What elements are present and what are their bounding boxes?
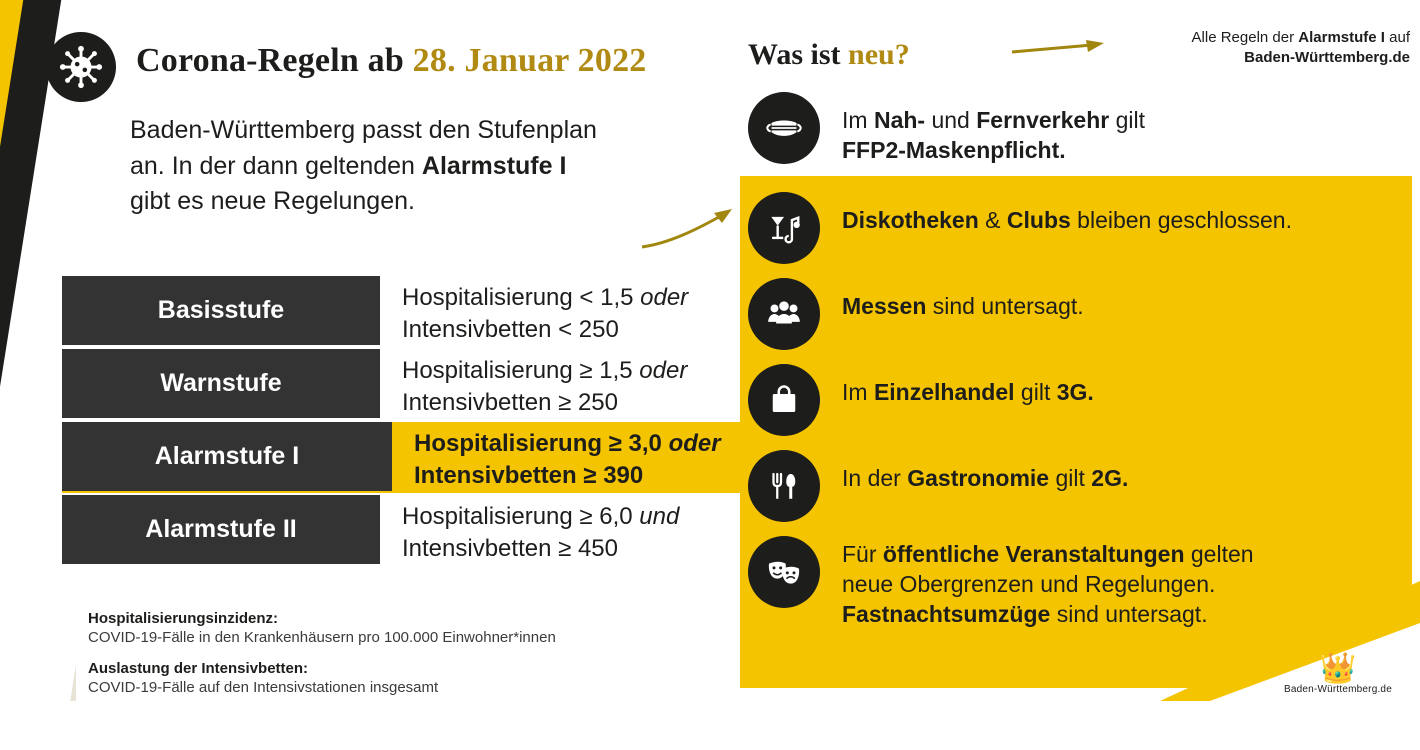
rule-text-part: Im [842,107,874,133]
stufe-name: Alarmstufe I [62,422,392,491]
rule-text [842,92,1145,166]
rule-text-part-bold: Gastronomie [907,465,1050,491]
rule-text-part: Für [842,541,883,567]
stufe-criteria-line1: Hospitalisierung ≥ 6,0 [402,503,640,530]
rule-text-part-bold: FFP2-Maskenpflicht. [842,136,1066,163]
section-heading [748,38,910,72]
intro-line-3: gibt es neue Regelungen. [130,187,415,215]
mask-icon [748,92,820,164]
section-heading-b: neu? [848,38,910,71]
intro-line-2-a: an. In der dann geltenden [130,151,422,180]
website-note-suffix: auf [1384,29,1410,46]
rules-list [748,192,1408,644]
page-title-date: 28. Januar 2022 [412,42,647,79]
intro-line-1: Baden-Württemberg passt den Stufenplan [130,116,597,144]
stufe-criteria-line2: Intensivbetten ≥ 450 [402,534,618,562]
rule-text-part: gilt [1049,465,1092,491]
stufe-criteria-line2: Intensivbetten ≥ 390 [414,461,644,489]
rule-item-einzelhandel [748,364,1408,436]
website-note-prefix: Alle Regeln der [1191,29,1299,46]
rule-item-mask [748,92,1408,166]
rule-item-veranstaltungen [748,536,1408,630]
footnote [88,660,748,696]
stufe-name: Warnstufe [62,349,380,418]
rule-text-part-bold: Diskotheken [842,207,979,233]
stufe-name: Alarmstufe II [62,495,380,564]
stufe-criteria-conj: oder [639,357,688,384]
page-title-prefix: Corona-Regeln ab [136,42,413,79]
crest-icon: 👑 [1319,652,1357,685]
rule-text [842,278,1084,322]
rule-text-part: gilt [1014,379,1057,405]
rule-text-part: gelten [1184,541,1254,567]
stufe-criteria-line2: Intensivbetten < 250 [402,315,619,343]
baden-wuerttemberg-logo [1278,654,1398,695]
website-note-line-2: Baden-Württemberg.de [1244,49,1410,67]
footnotes [88,610,748,710]
stufe-criteria [402,501,679,564]
stufe-criteria-line1: Hospitalisierung ≥ 3,0 [414,430,669,457]
footnote-title: Hospitalisierungsinzidenz: [88,610,279,627]
shopping-bag-icon [748,364,820,436]
rule-item-gastronomie [748,450,1408,522]
virus-icon [46,32,116,102]
intro-line-2-bold: Alarmstufe I [421,151,567,180]
rule-text [842,536,1254,630]
footnote [88,610,748,646]
rule-text-part: & [978,207,1007,233]
rule-text-part: sind untersagt. [926,293,1084,319]
stufe-criteria-conj: oder [668,430,721,457]
crest-label: Baden-Württemberg.de [1284,684,1392,695]
disco-icon [748,192,820,264]
website-note-bold: Alarmstufe I [1298,29,1385,46]
stufe-criteria [402,355,687,418]
stufen-table [62,276,762,568]
section-heading-a: Was ist [748,38,849,71]
rule-text-part: In der [842,465,908,491]
table-row [62,276,762,347]
stufe-criteria-line1: Hospitalisierung ≥ 1,5 [402,357,640,384]
trade-fair-icon [748,278,820,350]
rule-text-part: Im [842,379,874,405]
rule-text-part-bold: Clubs [1006,207,1071,233]
footnote-title: Auslastung der Intensivbetten: [88,660,309,677]
rule-text [842,364,1094,408]
curved-arrow-icon [640,203,740,253]
website-note-line-1 [1120,28,1410,48]
rule-text-part-bold: Einzelhandel [873,379,1015,405]
rule-text-part: bleiben geschlossen. [1070,207,1292,233]
stufe-criteria-line2: Intensivbetten ≥ 250 [402,388,618,416]
rule-text-part-bold: Nah- [873,107,926,133]
rule-text-part: neue Obergrenzen und Regelungen. [842,570,1216,597]
rule-text-part-bold: 3G. [1056,379,1094,405]
rule-text-part-bold: Fernverkehr [976,107,1110,133]
theatre-masks-icon [748,536,820,608]
stufe-criteria [414,428,721,491]
rule-text-part-bold: Messen [842,293,927,319]
table-row [62,495,762,566]
page-title [136,42,646,80]
table-row-highlighted [62,422,762,493]
rule-text-part: gilt [1109,107,1145,133]
cutlery-icon [748,450,820,522]
stufe-criteria-line1: Hospitalisierung < 1,5 [402,284,641,311]
rule-text-part-bold: Fastnachtsumzüge [842,600,1051,627]
footnote-text: COVID-19-Fälle auf den Intensivstationen insgesamt [88,679,439,696]
intro-line-2 [130,149,730,185]
table-row [62,349,762,420]
rule-text-part-bold: öffentliche Veranstaltungen [882,541,1185,567]
rule [748,92,1145,166]
straight-arrow-icon [1010,36,1110,60]
rule-text [842,450,1128,494]
stufe-criteria-conj: und [639,503,680,530]
stufe-criteria-conj: oder [640,284,689,311]
rule-text-part: und [925,107,977,133]
rule-text [842,192,1292,236]
website-note[interactable] [1120,28,1410,69]
footnote-text: COVID-19-Fälle in den Krankenhäusern pro 100.000 Einwohner*innen [88,629,556,646]
rule-item-disco [748,192,1408,264]
rule-item-messen [748,278,1408,350]
stufe-criteria [402,282,688,345]
right-column [740,0,1420,701]
stufe-name: Basisstufe [62,276,380,345]
rule-text-part-bold: 2G. [1091,465,1129,491]
rule-text-part: sind untersagt. [1050,600,1208,627]
